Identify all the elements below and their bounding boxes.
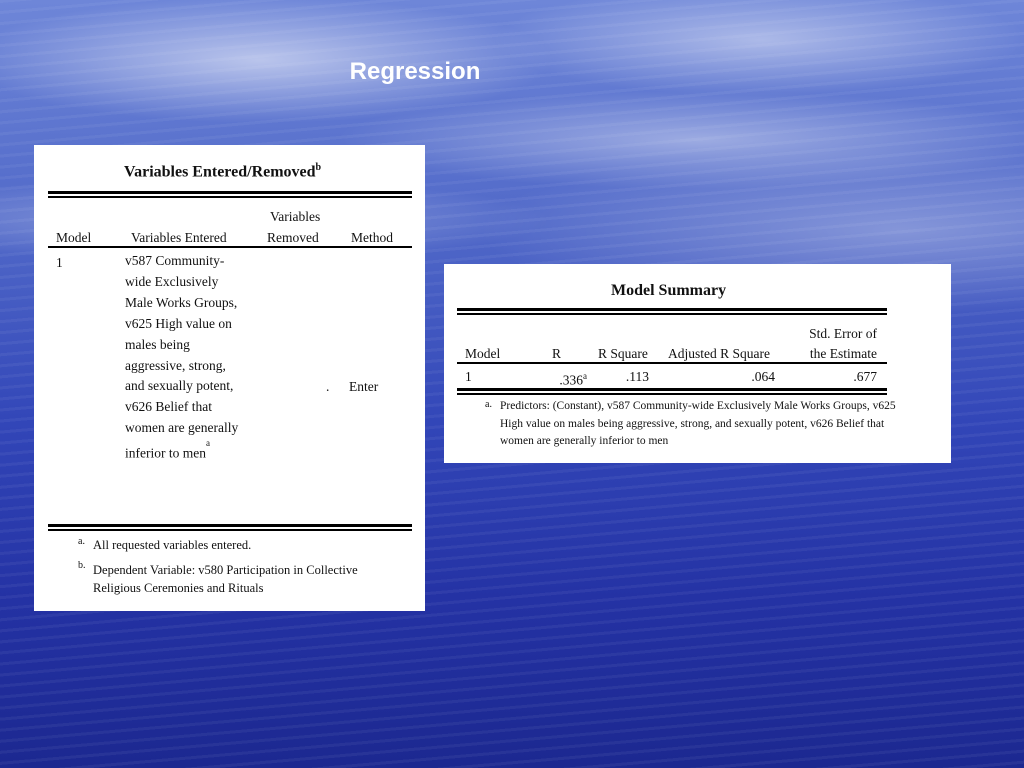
- header-adjusted-r-square: Adjusted R Square: [668, 346, 770, 361]
- header-double-rule: [457, 308, 887, 315]
- header-removed-line1: Variables: [270, 209, 321, 224]
- footnote-marker: a: [583, 371, 587, 381]
- cell-r-value: .336: [559, 372, 583, 388]
- cell-removed: .: [326, 379, 330, 394]
- table-title-text: Variables Entered/Removed: [124, 163, 316, 181]
- footnote-marker: a: [205, 438, 210, 449]
- footnote-b-text: Dependent Variable: v580 Participation in Collective Religious Ceremonies and Rituals: [93, 563, 358, 595]
- cell-variables-entered-text: v587 Community-wide Exclusively Male Works Groups, v625 High value on males being aggressive, strong, and sexually potent, v626 Belief that women are generally inferior to men: [125, 253, 239, 461]
- table-title: Model Summary: [611, 282, 727, 299]
- model-summary-table: [444, 264, 951, 463]
- footer-double-rule: [457, 388, 887, 395]
- cell-std-error: .677: [853, 369, 877, 384]
- cell-r: [539, 368, 587, 389]
- header-rule: [457, 362, 887, 364]
- cell-variables-entered: [125, 251, 245, 465]
- cell-model: 1: [465, 369, 472, 384]
- footnote-a-mark: a.: [78, 536, 85, 547]
- cell-r-square: .113: [625, 369, 649, 384]
- header-double-rule: [48, 191, 412, 198]
- footer-double-rule: [48, 524, 412, 531]
- footnote-a-text: All requested variables entered.: [93, 538, 252, 552]
- header-rule: [48, 246, 412, 248]
- header-variables-entered: Variables Entered: [131, 230, 227, 245]
- footnote-a-text: Predictors: (Constant), v587 Community-wide Exclusively Male Works Groups, v625 High value on males being aggressive, strong, and sexually potent, v626 Belief that women are generally inferior to men: [500, 400, 896, 447]
- footnote-a-mark: a.: [485, 399, 492, 410]
- cell-method: Enter: [349, 379, 379, 394]
- cell-adjusted-r-square: .064: [751, 369, 775, 384]
- slide-title: Regression: [349, 58, 481, 85]
- header-method: Method: [351, 230, 393, 245]
- variables-entered-removed-table: [34, 145, 425, 611]
- table-title: [124, 162, 321, 181]
- header-r: R: [552, 346, 562, 361]
- cell-model: 1: [56, 255, 63, 270]
- footnote-b-mark: b.: [78, 560, 86, 571]
- header-std-error-line2: the Estimate: [809, 346, 877, 361]
- header-model: Model: [56, 230, 92, 245]
- header-model: Model: [465, 346, 501, 361]
- footnote-marker: b: [315, 162, 322, 173]
- header-removed-line2: Removed: [267, 230, 319, 245]
- header-std-error-line1: Std. Error of: [809, 326, 877, 341]
- header-r-square: R Square: [598, 346, 648, 361]
